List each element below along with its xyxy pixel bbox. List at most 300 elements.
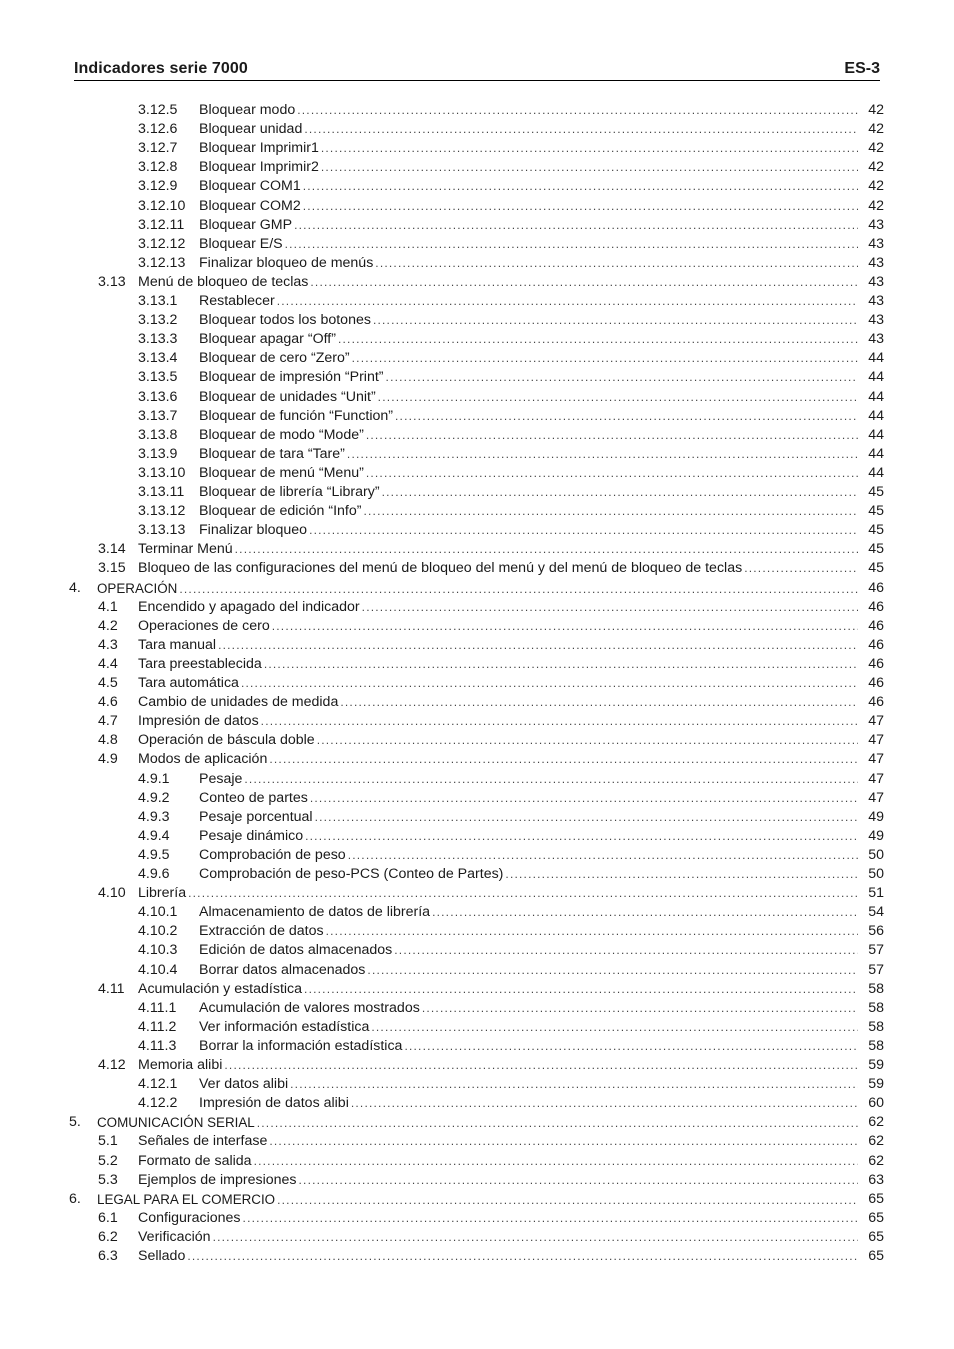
dot-leader	[363, 502, 858, 521]
toc-entry-number: 4.10.2	[138, 923, 178, 940]
toc-entry-page: 46	[868, 579, 884, 596]
toc-entry-title: Bloquear de librería “Library”	[199, 484, 380, 500]
toc-entry-page: 47	[868, 751, 884, 768]
dot-leader	[347, 445, 858, 464]
toc-entry[interactable]	[0, 445, 954, 464]
dot-leader	[404, 1037, 858, 1056]
dot-leader	[218, 636, 858, 655]
toc-entry-title: Impresión de datos	[138, 713, 259, 730]
toc-entry[interactable]	[0, 884, 954, 903]
dot-leader	[317, 731, 858, 750]
dot-leader	[235, 540, 858, 559]
toc-entry[interactable]	[0, 235, 954, 254]
toc-entry-number: 3.12.5	[138, 102, 178, 118]
toc-entry-title: Encendido y apagado del indicador	[138, 598, 360, 615]
toc-entry-page: 65	[868, 1228, 884, 1245]
toc-entry-title: Ver datos alibi	[199, 1076, 289, 1093]
toc-entry-page: 45	[868, 522, 884, 539]
toc-entry-title: Modos de aplicación	[138, 751, 268, 768]
dot-leader	[187, 1247, 858, 1266]
dot-leader	[213, 1228, 858, 1247]
toc-entry[interactable]	[0, 1132, 954, 1151]
dot-leader	[299, 1171, 858, 1190]
toc-entry-page: 46	[868, 655, 884, 672]
toc-entry-title: Bloquear de modo “Mode”	[199, 426, 364, 443]
toc-entry[interactable]	[0, 426, 954, 445]
dot-leader	[303, 197, 858, 216]
toc-entry-page: 44	[868, 369, 884, 386]
toc-entry-number: 4.9.3	[138, 808, 170, 825]
dot-leader	[303, 177, 858, 196]
toc-entry-page: 46	[868, 636, 884, 653]
toc-entry[interactable]	[0, 1171, 954, 1190]
toc-entry[interactable]	[0, 216, 954, 235]
page-header	[74, 58, 880, 81]
dot-leader	[310, 273, 858, 292]
toc-entry-number: 3.13.8	[138, 426, 178, 443]
toc-entry-number: 4.9.6	[138, 866, 170, 882]
toc-entry-page: 46	[868, 675, 884, 691]
toc-entry-page: 42	[868, 140, 884, 157]
dot-leader	[321, 139, 858, 158]
toc-entry-number: 4.7	[98, 713, 118, 730]
toc-entry-page: 42	[868, 178, 884, 195]
toc-entry[interactable]	[0, 846, 954, 865]
dot-leader	[395, 407, 858, 426]
toc-entry-title: Bloquear COM2	[199, 197, 301, 214]
toc-entry-title: Bloquear de unidades “Unit”	[199, 388, 376, 405]
toc-entry-title: Tara automática	[138, 675, 239, 691]
toc-entry-page: 46	[868, 617, 884, 634]
toc-entry[interactable]	[0, 770, 954, 789]
toc-entry[interactable]	[0, 980, 954, 999]
dot-leader	[244, 770, 858, 789]
toc-entry-number: 3.13.7	[138, 407, 178, 424]
toc-entry-title: Bloquear todos los botones	[199, 312, 371, 329]
toc-entry-title: Bloquear COM1	[199, 178, 301, 195]
dot-leader	[294, 216, 858, 235]
toc-entry[interactable]	[0, 254, 954, 273]
toc-entry-number: 3.13.11	[138, 484, 185, 500]
toc-entry[interactable]	[0, 827, 954, 846]
toc-entry-page: 47	[868, 713, 884, 730]
toc-entry-title: Bloquear de menú “Menu”	[199, 464, 364, 481]
dot-leader	[505, 865, 858, 884]
toc-entry-title: Tara preestablecida	[138, 655, 262, 672]
toc-entry-title: Pesaje	[199, 770, 243, 787]
dot-leader	[304, 120, 858, 139]
dot-leader	[338, 330, 858, 349]
dot-leader	[362, 598, 858, 617]
toc-entry[interactable]	[0, 1228, 954, 1247]
toc-entry-title: Conteo de partes	[199, 789, 308, 806]
toc-entry-page: 46	[868, 694, 884, 711]
toc-entry-page: 44	[868, 350, 884, 367]
toc-entry-page: 57	[868, 961, 884, 978]
toc-entry-page: 58	[868, 999, 884, 1016]
toc-entry-number: 3.13.4	[138, 350, 178, 367]
toc-entry-title: Bloquear de impresión “Print”	[199, 369, 384, 386]
toc-entry[interactable]	[0, 961, 954, 980]
toc-entry-title: Comprobación de peso-PCS (Conteo de Partes)	[199, 866, 504, 882]
toc-entry-number: 6.	[69, 1190, 81, 1207]
dot-leader	[352, 349, 858, 368]
toc-entry-title: Sellado	[138, 1248, 186, 1264]
toc-entry-number: 3.12.7	[138, 140, 178, 157]
toc-entry-page: 43	[868, 216, 884, 233]
toc-entry-page: 43	[868, 331, 884, 348]
dot-leader	[269, 750, 858, 769]
dot-leader	[277, 292, 858, 311]
toc-entry[interactable]	[0, 941, 954, 960]
toc-entry-title: Tara manual	[138, 636, 217, 653]
toc-entry[interactable]	[0, 521, 954, 540]
toc-entry-title: Señales de interfase	[138, 1133, 268, 1150]
toc-entry-title: Ver información estadística	[199, 1018, 370, 1035]
dot-leader	[326, 922, 858, 941]
toc-entry-title: Bloquear de cero “Zero”	[199, 350, 350, 367]
toc-entry-number: 4.11.1	[138, 999, 177, 1016]
dot-leader	[261, 712, 858, 731]
toc-entry-page: 43	[868, 254, 884, 271]
dot-leader	[264, 655, 858, 674]
toc-entry-page: 42	[868, 102, 884, 118]
toc-entry-number: 4.11.2	[138, 1018, 177, 1035]
toc-entry[interactable]	[0, 808, 954, 827]
toc-entry[interactable]	[0, 559, 954, 578]
dot-leader	[366, 464, 858, 483]
toc-entry-title: Operaciones de cero	[138, 617, 270, 634]
document-title: Indicadores serie 7000	[74, 60, 248, 77]
toc-entry-title: Edición de datos almacenados	[199, 942, 393, 959]
toc-entry-number: 4.11.3	[138, 1037, 177, 1054]
toc-entry-number: 4.12	[98, 1057, 126, 1073]
toc-entry[interactable]	[0, 388, 954, 407]
toc-entry-number: 4.9	[98, 751, 118, 768]
toc-entry[interactable]	[0, 999, 954, 1018]
toc-entry[interactable]	[0, 1190, 954, 1209]
toc-entry-page: 50	[868, 866, 884, 882]
toc-entry-number: 4.9.5	[138, 846, 170, 863]
toc-entry-page: 62	[868, 1133, 884, 1150]
toc-entry-title: Comprobación de peso	[199, 846, 346, 863]
toc-entry-number: 3.13.10	[138, 464, 186, 481]
toc-entry[interactable]	[0, 636, 954, 655]
toc-entry-number: 5.1	[98, 1133, 118, 1150]
dot-leader	[366, 426, 858, 445]
toc-entry-page: 44	[868, 426, 884, 443]
dot-leader	[315, 808, 858, 827]
toc-entry-title: Extracción de datos	[199, 923, 324, 940]
toc-entry[interactable]	[0, 101, 954, 120]
dot-leader	[310, 789, 858, 808]
toc-entry[interactable]	[0, 273, 954, 292]
toc-entry[interactable]	[0, 407, 954, 426]
toc-entry-page: 59	[868, 1076, 884, 1093]
toc-entry-title: Verificación	[138, 1228, 211, 1245]
toc-entry[interactable]	[0, 1247, 954, 1266]
toc-entry[interactable]	[0, 922, 954, 941]
toc-entry-page: 50	[868, 846, 884, 863]
dot-leader	[394, 941, 858, 960]
toc-entry-title: Borrar datos almacenados	[199, 961, 366, 978]
toc-entry[interactable]	[0, 674, 954, 693]
toc-entry-page: 44	[868, 388, 884, 405]
toc-entry-number: 4.1	[98, 598, 118, 615]
toc-entry-page: 44	[868, 464, 884, 481]
dot-leader	[367, 961, 858, 980]
toc-entry-number: 3.13.9	[138, 445, 178, 462]
toc-entry[interactable]	[0, 330, 954, 349]
toc-entry-page: 65	[868, 1209, 884, 1226]
toc-entry[interactable]	[0, 865, 954, 884]
toc-entry-page: 57	[868, 942, 884, 959]
dot-leader	[432, 903, 858, 922]
dot-leader	[272, 617, 858, 636]
toc-entry-title: Ejemplos de impresiones	[138, 1171, 297, 1188]
toc-entry[interactable]	[0, 120, 954, 139]
toc-entry-number: 6.2	[98, 1228, 118, 1245]
toc-entry-page: 45	[868, 541, 884, 558]
toc-entry-page: 47	[868, 732, 884, 749]
toc-entry-page: 63	[868, 1171, 884, 1188]
toc-entry-page: 47	[868, 770, 884, 787]
toc-entry[interactable]	[0, 1075, 954, 1094]
toc-entry-number: 6.1	[98, 1209, 118, 1226]
toc-entry[interactable]	[0, 903, 954, 922]
toc-entry[interactable]	[0, 1113, 954, 1132]
dot-leader	[382, 483, 858, 502]
toc-entry[interactable]	[0, 655, 954, 674]
dot-leader	[375, 254, 858, 273]
toc-entry-number: 4.12.1	[138, 1076, 178, 1093]
dot-leader	[241, 674, 858, 693]
toc-entry-number: 3.12.12	[138, 235, 186, 252]
toc-entry[interactable]	[0, 139, 954, 158]
toc-entry-number: 4.9.1	[138, 770, 170, 787]
toc-entry-page: 56	[868, 923, 884, 940]
toc-entry-number: 4.10.4	[138, 961, 178, 978]
toc-entry-title: Borrar la información estadística	[199, 1037, 403, 1054]
toc-entry-page: 47	[868, 789, 884, 806]
toc-entry[interactable]	[0, 464, 954, 483]
dot-leader	[254, 1152, 858, 1171]
toc-entry-title: Bloqueo de las configuraciones del menú de bloqueo del menú y del menú de bloqueo de teclas	[138, 560, 743, 577]
toc-entry-title: Bloquear unidad	[199, 121, 303, 138]
toc-entry-number: 3.12.13	[138, 254, 186, 271]
toc-entry-page: 43	[868, 273, 884, 290]
toc-entry[interactable]	[0, 1018, 954, 1037]
toc-entry-number: 3.12.8	[138, 159, 178, 176]
toc-entry-title: Finalizar bloqueo	[199, 522, 308, 539]
dot-leader	[422, 999, 858, 1018]
toc-entry-page: 58	[868, 980, 884, 997]
dot-leader	[304, 980, 858, 999]
toc-entry[interactable]	[0, 1152, 954, 1171]
toc-entry-number: 3.12.10	[138, 197, 186, 214]
toc-entry-number: 3.12.11	[138, 216, 185, 233]
toc-entry-title: Pesaje dinámico	[199, 827, 304, 844]
toc-entry-page: 42	[868, 159, 884, 176]
toc-entry-number: 5.	[69, 1114, 81, 1131]
dot-leader	[373, 311, 858, 330]
toc-entry-number: 3.12.9	[138, 178, 178, 195]
dot-leader	[188, 884, 858, 903]
toc-entry-title: Bloquear de edición “Info”	[199, 503, 362, 520]
dot-leader	[305, 827, 858, 846]
toc-entry-title: Cambio de unidades de medida	[138, 694, 339, 711]
toc-entry-number: 3.13.3	[138, 331, 178, 348]
toc-entry[interactable]	[0, 311, 954, 330]
dot-leader	[378, 388, 858, 407]
toc-entry-title: Formato de salida	[138, 1152, 252, 1169]
toc-entry-page: 51	[868, 885, 884, 902]
toc-entry[interactable]	[0, 1209, 954, 1228]
dot-leader	[243, 1209, 858, 1228]
dot-leader	[257, 1114, 858, 1133]
toc-entry-page: 46	[868, 598, 884, 615]
toc-entry[interactable]	[0, 502, 954, 521]
toc-entry-number: 5.3	[98, 1171, 118, 1188]
toc-entry[interactable]	[0, 1037, 954, 1056]
dot-leader	[277, 1191, 858, 1210]
dot-leader	[351, 1094, 858, 1113]
toc-entry-page: 44	[868, 407, 884, 424]
toc-entry[interactable]	[0, 540, 954, 559]
dot-leader	[321, 158, 858, 177]
dot-leader	[371, 1018, 858, 1037]
toc-entry-page: 42	[868, 121, 884, 138]
toc-entry-page: 65	[868, 1190, 884, 1207]
toc-entry-title: Bloquear apagar “Off”	[199, 331, 336, 348]
toc-entry[interactable]	[0, 349, 954, 368]
toc-entry-number: 4.6	[98, 694, 118, 711]
toc-entry-page: 58	[868, 1037, 884, 1054]
toc-entry-page: 45	[868, 503, 884, 520]
toc-entry-title: Memoria alibi	[138, 1057, 223, 1073]
toc-entry-page: 43	[868, 293, 884, 309]
toc-entry-title: Librería	[138, 885, 187, 902]
toc-entry-number: 4.9.4	[138, 827, 170, 844]
dot-leader	[290, 1075, 858, 1094]
toc-entry-number: 4.12.2	[138, 1095, 178, 1112]
toc-entry-title: LEGAL PARA EL COMERCIO	[97, 1191, 276, 1207]
toc-entry-title: Acumulación de valores mostrados	[199, 999, 420, 1016]
toc-entry-number: 3.13.13	[138, 522, 186, 539]
toc-entry-title: Menú de bloqueo de teclas	[138, 273, 309, 290]
dot-leader	[269, 1132, 858, 1151]
toc-entry-number: 3.13.6	[138, 388, 178, 405]
toc-entry-page: 54	[868, 904, 884, 921]
toc-entry[interactable]	[0, 731, 954, 750]
toc-entry-number: 3.13.2	[138, 312, 178, 329]
toc-entry[interactable]	[0, 579, 954, 598]
dot-leader	[340, 693, 858, 712]
toc-entry-title: Finalizar bloqueo de menús	[199, 254, 374, 271]
toc-entry-title: Bloquear modo	[199, 102, 296, 118]
dot-leader	[224, 1056, 858, 1075]
toc-entry[interactable]	[0, 598, 954, 617]
toc-entry[interactable]	[0, 1094, 954, 1113]
toc-entry-title: Almacenamiento de datos de librería	[199, 904, 431, 921]
toc-entry-page: 49	[868, 808, 884, 825]
toc-entry[interactable]	[0, 292, 954, 311]
toc-entry-number: 3.15	[98, 560, 126, 577]
toc-entry-title: Terminar Menú	[138, 541, 233, 558]
toc-entry[interactable]	[0, 1056, 954, 1075]
toc-entry-title: Impresión de datos alibi	[199, 1095, 349, 1112]
toc-entry-title: Operación de báscula doble	[138, 732, 315, 749]
toc-entry-title: Bloquear de función “Function”	[199, 407, 394, 424]
toc-entry-number: 4.10.3	[138, 942, 178, 959]
toc-entry[interactable]	[0, 158, 954, 177]
toc-entry-title: Restablecer	[199, 293, 275, 309]
toc-entry[interactable]	[0, 712, 954, 731]
toc-entry-page: 45	[868, 560, 884, 577]
toc-entry-page: 43	[868, 312, 884, 329]
toc-entry-title: Configuraciones	[138, 1209, 241, 1226]
dot-leader	[285, 235, 858, 254]
toc-entry-title: Bloquear Imprimir2	[199, 159, 319, 176]
toc-entry-page: 62	[868, 1152, 884, 1169]
toc-entry-number: 4.8	[98, 732, 118, 749]
toc-entry-number: 4.11	[98, 980, 125, 997]
toc-entry-title: Bloquear GMP	[199, 216, 293, 233]
toc-entry-number: 4.9.2	[138, 789, 170, 806]
toc-entry-page: 49	[868, 827, 884, 844]
toc-entry-page: 45	[868, 484, 884, 500]
toc-entry-page: 65	[868, 1248, 884, 1264]
toc-entry-number: 4.4	[98, 655, 118, 672]
toc-entry-title: Bloquear E/S	[199, 235, 283, 252]
toc-entry-number: 4.	[69, 579, 81, 596]
toc-entry[interactable]	[0, 483, 954, 502]
dot-leader	[386, 368, 858, 387]
toc-entry-title: Acumulación y estadística	[138, 980, 303, 997]
toc-entry-title: Pesaje porcentual	[199, 808, 313, 825]
toc-entry-page: 62	[868, 1114, 884, 1131]
toc-entry[interactable]	[0, 693, 954, 712]
toc-entry-page: 44	[868, 445, 884, 462]
toc-entry-number: 3.13.5	[138, 369, 178, 386]
toc-entry-title: OPERACIÓN	[97, 580, 178, 596]
toc-entry-number: 4.2	[98, 617, 118, 634]
dot-leader	[179, 580, 858, 599]
toc-entry-number: 3.13.1	[138, 293, 178, 309]
toc-entry[interactable]	[0, 750, 954, 769]
toc-entry-number: 3.12.6	[138, 121, 178, 138]
dot-leader	[309, 521, 858, 540]
toc-entry[interactable]	[0, 617, 954, 636]
toc-entry-page: 42	[868, 197, 884, 214]
dot-leader	[297, 101, 858, 120]
toc-entry-number: 5.2	[98, 1152, 118, 1169]
toc-entry-title: Bloquear Imprimir1	[199, 140, 319, 157]
toc-entry-page: 58	[868, 1018, 884, 1035]
toc-entry[interactable]	[0, 789, 954, 808]
toc-entry-number: 3.13.12	[138, 503, 186, 520]
toc-entry-title: Bloquear de tara “Tare”	[199, 445, 345, 462]
toc-entry-number: 4.5	[98, 675, 118, 691]
toc-entry[interactable]	[0, 177, 954, 196]
toc-entry-number: 4.10	[98, 885, 126, 902]
toc-entry-number: 6.3	[98, 1248, 118, 1264]
toc-entry-number: 4.3	[98, 636, 118, 653]
toc-entry[interactable]	[0, 197, 954, 216]
toc-entry-page: 59	[868, 1057, 884, 1073]
dot-leader	[744, 559, 858, 578]
toc-entry[interactable]	[0, 368, 954, 387]
